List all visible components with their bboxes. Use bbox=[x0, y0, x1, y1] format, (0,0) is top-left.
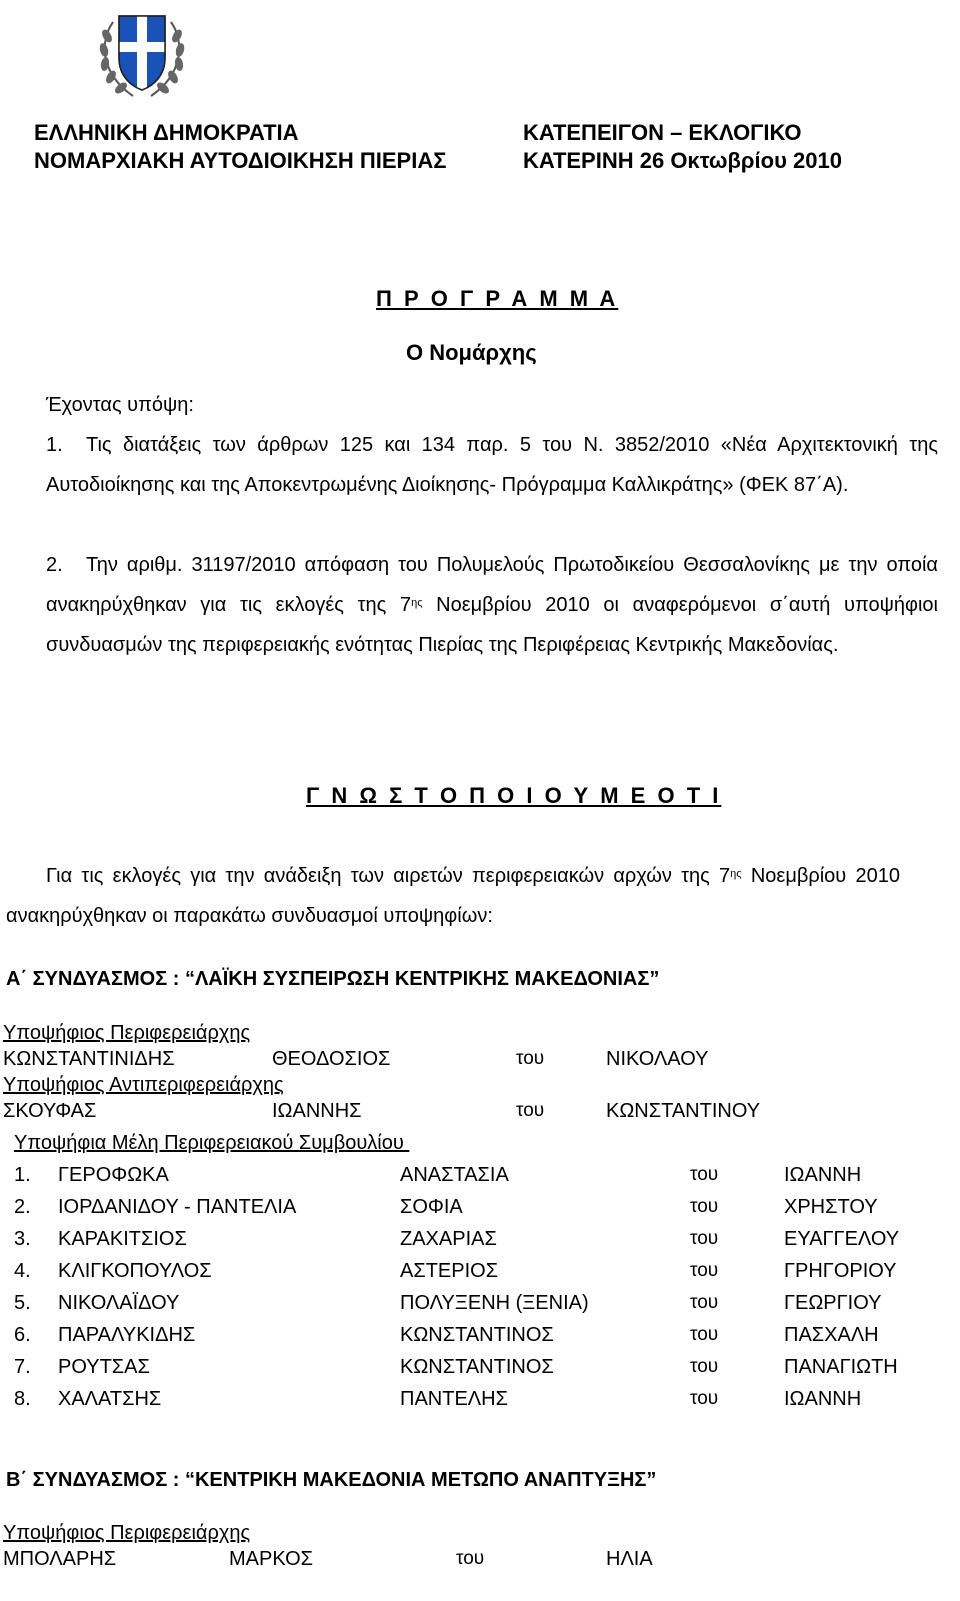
surname: ΚΩΝΣΤΑΝΤΙΝΙΔΗΣ bbox=[3, 1048, 175, 1070]
surname: ΓΕΡΟΦΩΚΑ bbox=[58, 1164, 169, 1186]
surname: ΠΑΡΑΛΥΚΙΔΗΣ bbox=[58, 1324, 196, 1346]
surname: ΣΚΟΥΦΑΣ bbox=[3, 1100, 97, 1122]
first-name: ΚΩΝΣΤΑΝΤΙΝΟΣ bbox=[400, 1324, 554, 1346]
surname: ΧΑΛΑΤΣΗΣ bbox=[58, 1388, 162, 1410]
first-name: ΖΑΧΑΡΙΑΣ bbox=[400, 1228, 497, 1250]
member-row bbox=[14, 1164, 934, 1190]
combination-a-vice-heading: Υποψήφιος Αντιπεριφερειάρχης bbox=[3, 1074, 284, 1096]
member-row bbox=[14, 1292, 934, 1318]
member-number: 8. bbox=[14, 1388, 31, 1410]
document-title: Π Ρ Ο Γ Ρ Α Μ Μ Α bbox=[376, 286, 619, 311]
genitive-of: του bbox=[690, 1260, 719, 1281]
surname: ΜΠΟΛΑΡΗΣ bbox=[3, 1548, 117, 1570]
member-number: 3. bbox=[14, 1228, 31, 1250]
father-name: ΝΙΚΟΛΑΟΥ bbox=[606, 1048, 709, 1070]
header-left-line1: ΕΛΛΗΝΙΚΗ ΔΗΜΟΚΡΑΤΙΑ bbox=[34, 120, 299, 145]
announcement-text: Για τις εκλογές για την ανάδειξη των αιρετών περιφερειακών αρχών της $7^{\eta\varsigma}$ Νοεμβρίου 2010 ανακηρύχθηκαν οι παρακάτω συνδυασμοί υποψηφίων: bbox=[6, 865, 900, 927]
genitive-of: του bbox=[690, 1196, 719, 1217]
first-name: ΘΕΟΔΟΣΙΟΣ bbox=[272, 1048, 391, 1070]
member-row bbox=[14, 1260, 934, 1286]
intro-text: Έχοντας υπόψη: bbox=[46, 394, 194, 416]
header-left-line2: ΝΟΜΑΡΧΙΑΚΗ ΑΥΤΟΔΙΟΙΚΗΣΗ ΠΙΕΡΙΑΣ bbox=[34, 148, 447, 173]
combination-a-governor-row bbox=[3, 1048, 903, 1074]
first-name: ΑΣΤΕΡΙΟΣ bbox=[400, 1260, 499, 1282]
consideration-2-text: Την αριθμ. 31197/2010 απόφαση του Πολυμελούς Πρωτοδικείου Θεσσαλονίκης με την οποία ανακηρύχθηκαν για τις εκλογές της $7^{\eta\varsigma}$ Νοεμβρίου 2010 οι αναφερόμενοι σ΄αυτή υποψήφιοι συνδυασμών της περιφερειακής ενότητας Πιερίας της Περιφέρειας Κεντρικής Μακεδονίας. bbox=[46, 554, 938, 656]
father-name: ΙΩΑΝΝΗ bbox=[784, 1388, 862, 1410]
first-name: ΜΑΡΚΟΣ bbox=[229, 1548, 313, 1570]
father-name: ΧΡΗΣΤΟΥ bbox=[784, 1196, 878, 1218]
consideration-1-number: 1. bbox=[46, 434, 63, 456]
consideration-1-text: Τις διατάξεις των άρθρων 125 και 134 παρ. 5 του Ν. 3852/2010 «Νέα Αρχιτεκτονική της Αυτοδιοίκησης και της Αποκεντρωμένης Διοίκησης- Πρόγραμμα Καλλικράτης» (ΦΕΚ 87΄Α). bbox=[46, 434, 938, 496]
first-name: ΣΟΦΙΑ bbox=[400, 1196, 463, 1218]
first-name: ΚΩΝΣΤΑΝΤΙΝΟΣ bbox=[400, 1356, 554, 1378]
member-row bbox=[14, 1388, 934, 1414]
genitive-of: του bbox=[690, 1388, 719, 1409]
genitive-of: του bbox=[690, 1164, 719, 1185]
greek-emblem-icon bbox=[93, 2, 191, 106]
genitive-of: του bbox=[690, 1228, 719, 1249]
genitive-of: του bbox=[690, 1292, 719, 1313]
father-name: ΓΕΩΡΓΙΟΥ bbox=[784, 1292, 882, 1314]
father-name: ΓΡΗΓΟΡΙΟΥ bbox=[784, 1260, 897, 1282]
father-name: ΕΥΑΓΓΕΛΟΥ bbox=[784, 1228, 900, 1250]
document-subtitle: Ο Νομάρχης bbox=[406, 340, 537, 365]
member-number: 5. bbox=[14, 1292, 31, 1314]
first-name: ΠΑΝΤΕΛΗΣ bbox=[400, 1388, 508, 1410]
header-right-line1: ΚΑΤΕΠΕΙΓΟΝ – ΕΚΛΟΓΙΚΟ bbox=[523, 120, 802, 145]
member-row bbox=[14, 1324, 934, 1350]
member-number: 7. bbox=[14, 1356, 31, 1378]
father-name: ΚΩΝΣΤΑΝΤΙΝΟΥ bbox=[606, 1100, 761, 1122]
member-number: 2. bbox=[14, 1196, 31, 1218]
combination-a-members-heading: Υποψήφια Μέλη Περιφερειακού Συμβουλίου bbox=[14, 1132, 410, 1154]
surname: ΝΙΚΟΛΑΪΔΟΥ bbox=[58, 1292, 180, 1314]
ordinal-suffix: ης bbox=[411, 597, 423, 609]
surname: ΚΑΡΑΚΙΤΣΙΟΣ bbox=[58, 1228, 187, 1250]
combination-b-governor-heading: Υποψήφιος Περιφερειάρχης bbox=[3, 1522, 251, 1544]
combination-a-heading: Α΄ ΣΥΝΔΥΑΣΜΟΣ : “ΛΑΪΚΗ ΣΥΣΠΕΙΡΩΣΗ ΚΕΝΤΡΙΚΗΣ ΜΑΚΕΔΟΝΙΑΣ” bbox=[6, 968, 660, 990]
member-number: 6. bbox=[14, 1324, 31, 1346]
combination-a-governor-heading: Υποψήφιος Περιφερειάρχης bbox=[3, 1022, 251, 1044]
announcement-title: Γ Ν Ω Σ Τ Ο Π Ο Ι Ο Υ Μ Ε Ο Τ Ι bbox=[306, 783, 722, 808]
first-name: ΠΟΛΥΞΕΝΗ (ΞΕΝΙΑ) bbox=[400, 1292, 589, 1314]
surname: ΡΟΥΤΣΑΣ bbox=[58, 1356, 150, 1378]
genitive-of: του bbox=[456, 1548, 485, 1569]
father-name: ΠΑΣΧΑΛΗ bbox=[784, 1324, 879, 1346]
genitive-of: του bbox=[516, 1048, 545, 1069]
genitive-of: του bbox=[516, 1100, 545, 1121]
first-name: ΙΩΑΝΝΗΣ bbox=[272, 1100, 362, 1122]
father-name: ΠΑΝΑΓΙΩΤΗ bbox=[784, 1356, 898, 1378]
genitive-of: του bbox=[690, 1356, 719, 1377]
member-number: 4. bbox=[14, 1260, 31, 1282]
father-name: ΗΛΙΑ bbox=[606, 1548, 653, 1570]
consideration-2-number: 2. bbox=[46, 554, 63, 576]
member-row bbox=[14, 1196, 934, 1222]
combination-b-heading: Β΄ ΣΥΝΔΥΑΣΜΟΣ : “ΚΕΝΤΡΙΚΗ ΜΑΚΕΔΟΝΙΑ ΜΕΤΩΠΟ ΑΝΑΠΤΥΞΗΣ” bbox=[6, 1469, 657, 1491]
surname: ΙΟΡΔΑΝΙΔΟΥ - ΠΑΝΤΕΛΙΑ bbox=[58, 1196, 297, 1218]
member-row bbox=[14, 1356, 934, 1382]
surname: ΚΛΙΓΚΟΠΟΥΛΟΣ bbox=[58, 1260, 212, 1282]
combination-b-governor-row bbox=[3, 1548, 903, 1574]
header-right-line2: ΚΑΤΕΡΙΝΗ 26 Οκτωβρίου 2010 bbox=[523, 148, 842, 173]
combination-a-vice-row bbox=[3, 1100, 903, 1126]
ordinal-suffix: ης bbox=[730, 868, 742, 880]
first-name: ΑΝΑΣΤΑΣΙΑ bbox=[400, 1164, 509, 1186]
member-row bbox=[14, 1228, 934, 1254]
genitive-of: του bbox=[690, 1324, 719, 1345]
member-number: 1. bbox=[14, 1164, 31, 1186]
father-name: ΙΩΑΝΝΗ bbox=[784, 1164, 862, 1186]
